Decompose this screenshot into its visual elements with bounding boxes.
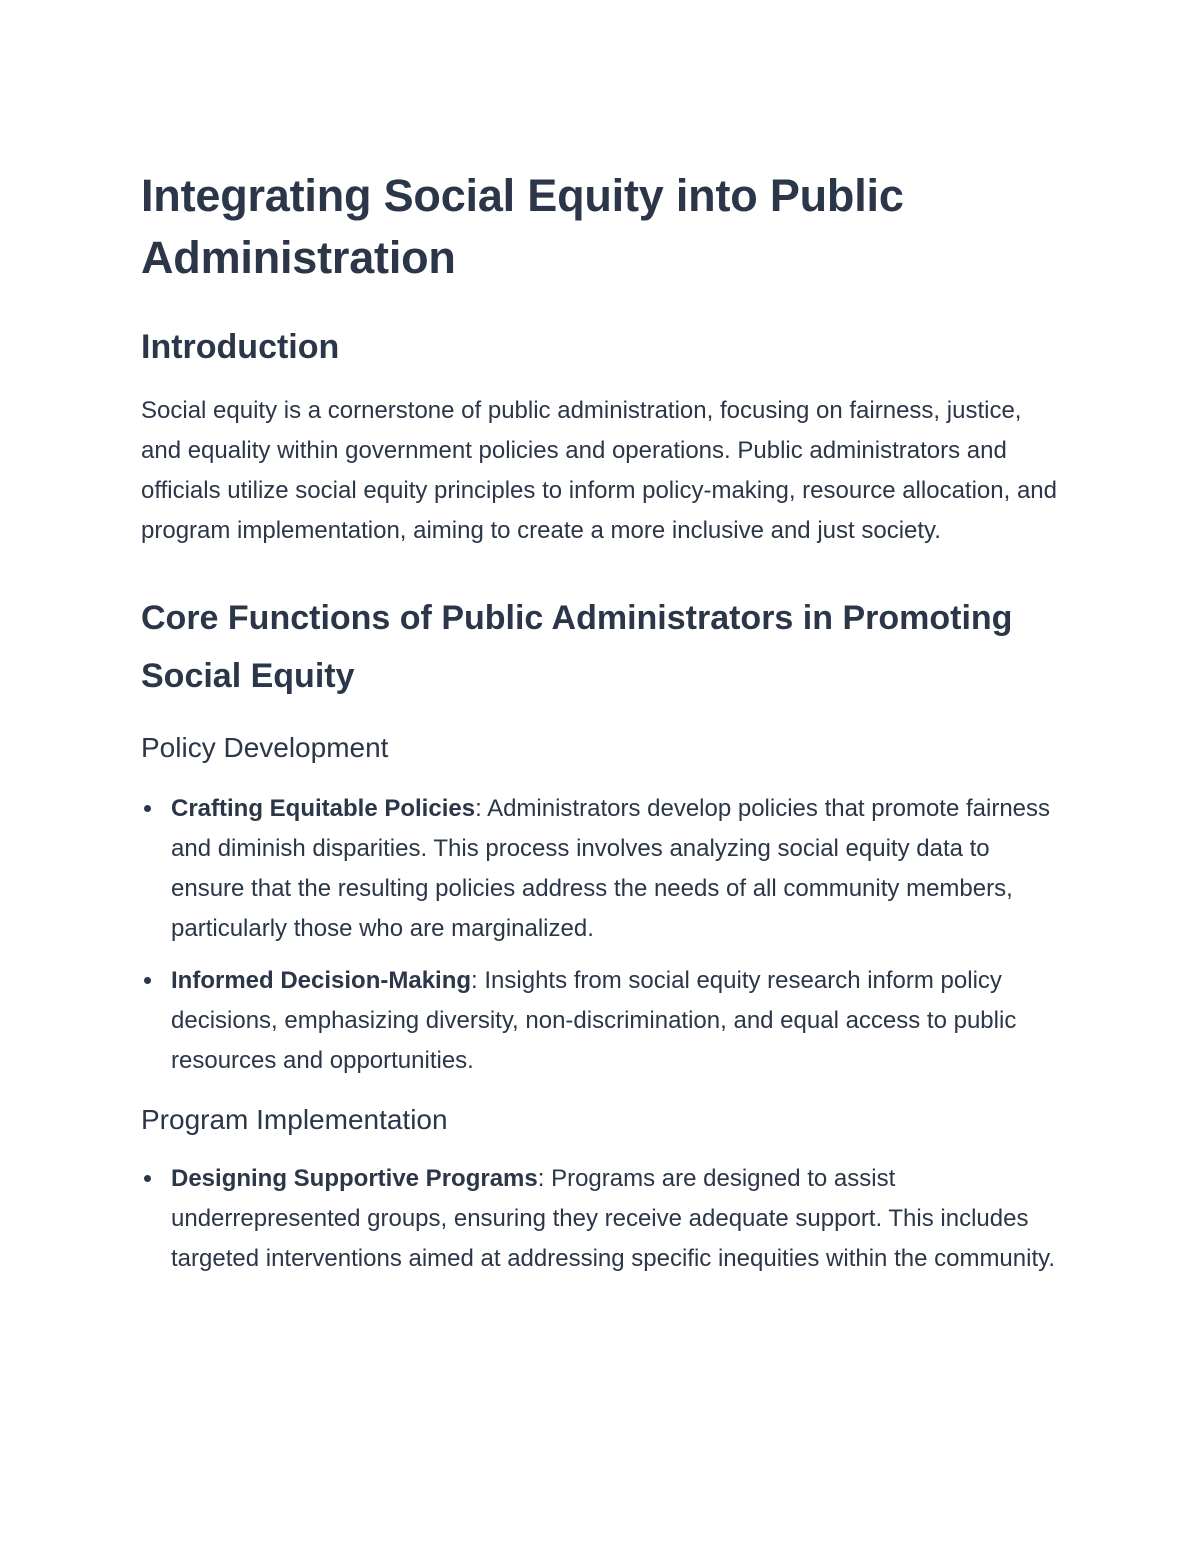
list-item-term: Designing Supportive Programs	[171, 1165, 538, 1192]
list-item	[141, 789, 1066, 949]
document-page	[141, 165, 1066, 1279]
list-item-term: Informed Decision-Making	[171, 967, 472, 994]
policy-development-list	[141, 789, 1066, 1081]
list-item	[141, 1159, 1066, 1279]
document-title: Integrating Social Equity into Public Administration	[141, 170, 904, 283]
bullet-icon	[144, 1175, 151, 1182]
bullet-icon	[144, 977, 151, 984]
list-item-text: : Administrators develop policies that promote fairness and diminish disparities. This process involves analyzing social equity data to ensure that the resulting policies address the needs of all community members, particularly those who are marginalized.	[171, 795, 1051, 942]
bullet-icon	[144, 805, 151, 812]
introduction-paragraph: Social equity is a cornerstone of public administration, focusing on fairness, justice, and equality within government policies and operations. Public administrators and officials utilize social equity principles to inform policy-making, resource allocation, and program implementation, aiming to create a more inclusive and just society.	[141, 397, 1057, 544]
program-implementation-list	[141, 1159, 1066, 1279]
introduction-heading: Introduction	[141, 328, 340, 366]
list-item-term: Crafting Equitable Policies	[171, 795, 476, 822]
program-implementation-heading: Program Implementation	[141, 1104, 448, 1135]
list-item-text: : Programs are designed to assist underrepresented groups, ensuring they receive adequate support. This includes targeted interventions aimed at addressing specific inequities within the community.	[171, 1165, 1056, 1272]
list-item	[141, 961, 1066, 1081]
policy-development-heading: Policy Development	[141, 732, 389, 763]
list-item-text: : Insights from social equity research inform policy decisions, emphasizing diversity, non-discrimination, and equal access to public resources and opportunities.	[171, 967, 1017, 1074]
core-functions-heading: Core Functions of Public Administrators in Promoting Social Equity	[141, 599, 1013, 695]
